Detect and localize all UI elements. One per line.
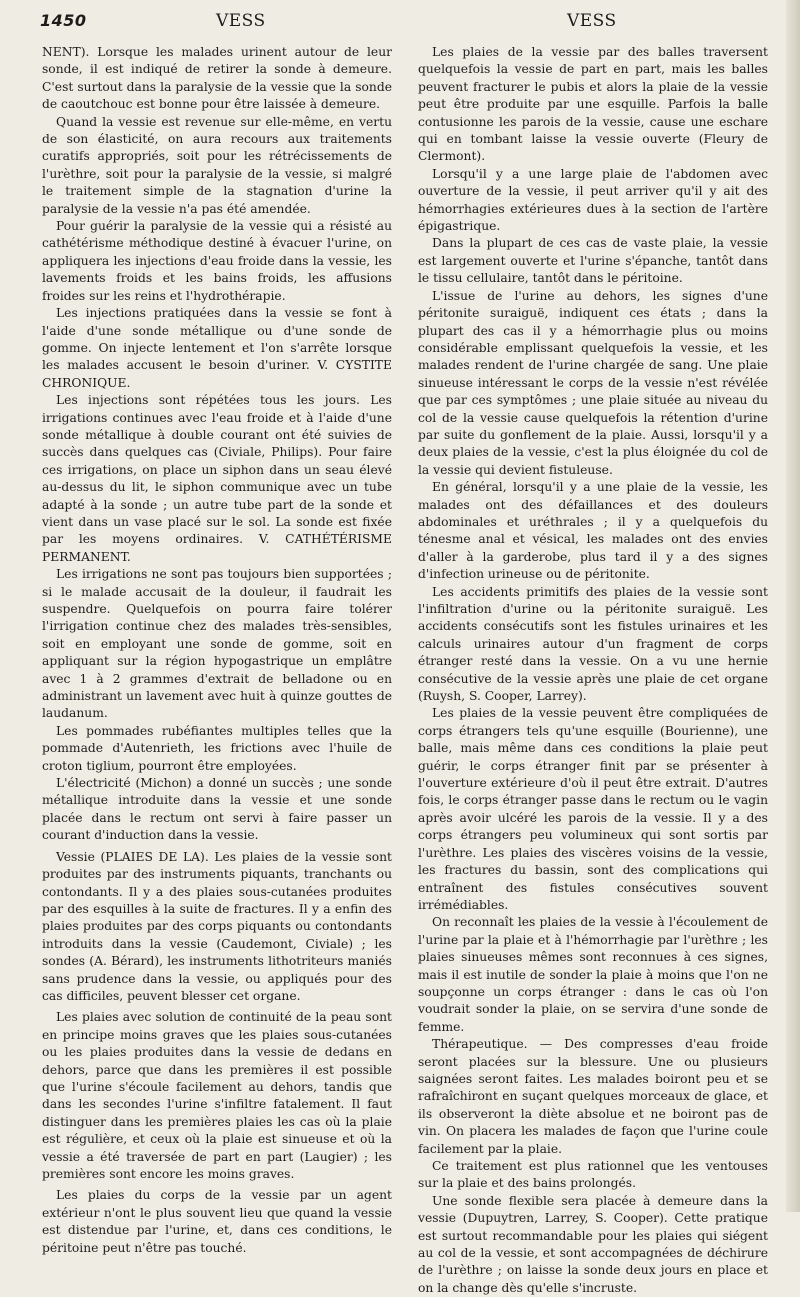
paragraph: Lorsqu'il y a une large plaie de l'abdomen avec ouverture de la vessie, il peut arriver qu'il y ait des hémorrhagies extérieures dues à la section de l'artère épigastrique. [418,166,768,234]
paragraph: Les pommades rubéfiantes multiples telles que la pommade d'Autenrieth, les frictions avec l'huile de croton tiglium, pourront être employées. [42,723,392,773]
paragraph: Ce traitement est plus rationnel que les ventouses sur la plaie et des bains prolongés. [418,1159,768,1191]
right-column [418,44,768,1297]
entry-vessie-plaies: Vessie (PLAIES DE LA). Les plaies de la vessie sont produites par des instruments piquants, tranchants ou contondants. Il y a des plaies sous-cutanées produites par des esquilles à la suite de fractures. Il y a enfin des plaies produites par des corps piquants ou contondants introduits dans la vessie (Caudemont, Civiale) ; les sondes (A. Bérard), les instruments lithotriteurs maniés sans prudence dans la vessie, ou appliqués pour des cas difficiles, peuvent blesser cet organe. [42,849,392,1003]
paragraph: Les plaies du corps de la vessie par un agent extérieur n'ont le plus souvent lieu que quand la vessie est distendue par l'urine, et, dans ces conditions, le péritoine peut n'être pas touché. [42,1188,392,1255]
paragraph: Les plaies avec solution de continuité de la peau sont en principe moins graves que les plaies sous-cutanées ou les plaies produites dans la vessie de dedans en dehors, parce que dans les premières il est possible que l'urine s'écoule facilement au dehors, tandis que dans les secondes l'urine s'infiltre fatalement. Il faut distinguer dans les premières plaies les cas où la plaie est régulière, et ceux où la plaie est sinueuse et où la vessie a été traversée de part en part (Laugier) ; les premières sont encore les moins graves. [42,1010,392,1181]
paragraph: Les accidents primitifs des plaies de la vessie sont l'infiltration d'urine ou la péritonite suraiguë. Les accidents consécutifs sont les fistules urinaires et les calculs urinaires autour d'un fragment de corps étranger resté dans la vessie. On a vu une hernie consécutive de la vessie après une plaie de cet organe (Ruysh, S. Cooper, Larrey). [418,584,768,704]
paragraph: L'électricité (Michon) a donné un succès ; une sonde métallique introduite dans la vessie et une sonde placée dans le rectum ont servi à faire passer un courant d'induction dans la vessie. [42,776,392,843]
paragraph: Les irrigations ne sont pas toujours bien supportées ; si le malade accusait de la douleur, il faudrait les suspendre. Quelquefois on pourra faire tolérer l'irrigation continue chez des malades très-sensibles, soit en employant une sonde de gomme, soit en appliquant sur la région hypogastrique un emplâtre avec 1 à 2 grammes d'extrait de belladone ou en administrant un lavement avec huit à quinze gouttes de laudanum. [42,567,392,721]
paragraph: Une sonde flexible sera placée à demeure dans la vessie (Dupuytren, Larrey, S. Cooper). Cette pratique est surtout recommandable pour les plaies qui siégent au col de la vessie, et sont accompagnées de déchirure de l'urèthre ; on laisse la sonde deux jours en place et on la change dès qu'elle s'incruste. [418,1193,768,1295]
paragraph: Les plaies de la vessie par des balles traversent quelquefois la vessie de part en part, mais les balles peuvent fracturer le pubis et alors la plaie de la vessie peut être produite par une esquille. Parfois la balle contusionne les parois de la vessie, cause une eschare qui en tombant laisse la vessie ouverte (Fleury de Clermont). [418,45,768,164]
paragraph: Quand la vessie est revenue sur elle-même, en vertu de son élasticité, on aura recours aux traitements curatifs appropriés, soit pour les rétrécissements de l'urèthre, soit pour la paralysie de la vessie, si malgré le traitement simple de la stagnation d'urine la paralysie de la vessie n'a pas été amendée. [42,114,392,216]
paragraph: On reconnaît les plaies de la vessie à l'écoulement de l'urine par la plaie et à l'hémorrhagie par l'urèthre ; les plaies sinueuses mêmes sont reconnues à ces signes, mais il est inutile de sonder la plaie à moins que l'on ne soupçonne un corps étranger : dans le cas où l'on voudrait sonder la plaie, on se servira d'une sonde de femme. [418,915,768,1034]
paragraph: Les injections sont répétées tous les jours. Les irrigations continues avec l'eau froide et à l'aide d'une sonde métallique à double courant ont été suivies de succès dans quelques cas (Civiale, Philips). Pour faire ces irrigations, on place un siphon dans un seau élevé au-dessus du lit, le siphon communique avec un tube adapté à la sonde ; un autre tube part de la sonde et vient dans un vase placé sur le sol. La sonde est fixée par les moyens ordinaires. V. CATHÉTÉRISME PERMANENT. [42,393,392,564]
paragraph: En général, lorsqu'il y a une plaie de la vessie, les malades ont des défaillances et des douleurs abdominales et uréthrales ; il y a quelquefois du ténesme anal et vésical, les malades ont des envies d'aller à la garderobe, plus tard il y a des signes d'infection urineuse ou de péritonite. [418,480,768,582]
paragraph-therapeutique: Thérapeutique. — Des compresses d'eau froide seront placées sur la blessure. Une ou plusieurs saignées seront faites. Les malades boiront peu et se rafraîchiront en suçant quelques morceaux de glace, et ils observeront la diète absolue et ne boiront pas de vin. On placera les malades de façon que l'urine coule facilement par la plaie. [418,1037,768,1156]
page-number: 1450 [40,11,87,30]
paragraph: L'issue de l'urine au dehors, les signes d'une péritonite suraiguë, indiquent ces états ; dans la plupart des cas il y a hémorrhagie plus ou moins considérable emplissant quelquefois la vessie, et les malades rendent de l'urine chargée de sang. Une plaie sinueuse intéressant le corps de la vessie n'est révélée que par ces symptômes ; une plaie située au niveau du col de la vessie cause quelquefois la rétention d'urine par suite du gonflement de la plaie. Aussi, lorsqu'il y a deux plaies de la vessie, c'est la plus éloignée du col de la vessie qui devient fistuleuse. [418,288,768,477]
paragraph: Dans la plupart de ces cas de vaste plaie, la vessie est largement ouverte et l'urine s'épanche, tantôt dans le tissu cellulaire, tantôt dans le péritoine. [418,236,768,286]
paragraph: NENT). Lorsque les malades urinent autour de leur sonde, il est indiqué de retirer la sonde à demeure. C'est surtout dans la paralysie de la vessie que la sonde de caoutchouc est bonne pour être laissée à demeure. [42,45,392,112]
left-column [42,44,392,1257]
paragraph: Pour guérir la paralysie de la vessie qui a résisté au cathétérisme méthodique destiné à évacuer l'urine, on appliquera les injections d'eau froide dans la vessie, les lavements froids et les bains froids, les affusions froides sur les reins et l'hydrothérapie. [42,219,392,303]
page-edge [786,0,800,1212]
running-headword-left: VESS [216,11,266,31]
paragraph: Les injections pratiquées dans la vessie se font à l'aide d'une sonde métallique ou d'une sonde de gomme. On injecte lentement et l'on s'arrête lorsque les malades accusent le besoin d'uriner. V. CYSTITE CHRONIQUE. [42,306,392,390]
paragraph: Les plaies de la vessie peuvent être compliquées de corps étrangers tels qu'une esquille (Bourienne), une balle, mais même dans ces conditions la plaie peut guérir, le corps étranger finit par se présenter à l'ouverture extérieure d'où il peut être extrait. D'autres fois, le corps étranger passe dans le rectum ou le vagin après avoir ulcéré les parois de la vessie. Il y a des corps étrangers peu volumineux qui sont sortis par l'urèthre. Les plaies des viscères voisins de la vessie, les fractures du bassin, sont des complications qui entraînent des fistules consécutives souvent irrémédiables. [418,706,768,912]
running-headword-right: VESS [567,11,617,31]
